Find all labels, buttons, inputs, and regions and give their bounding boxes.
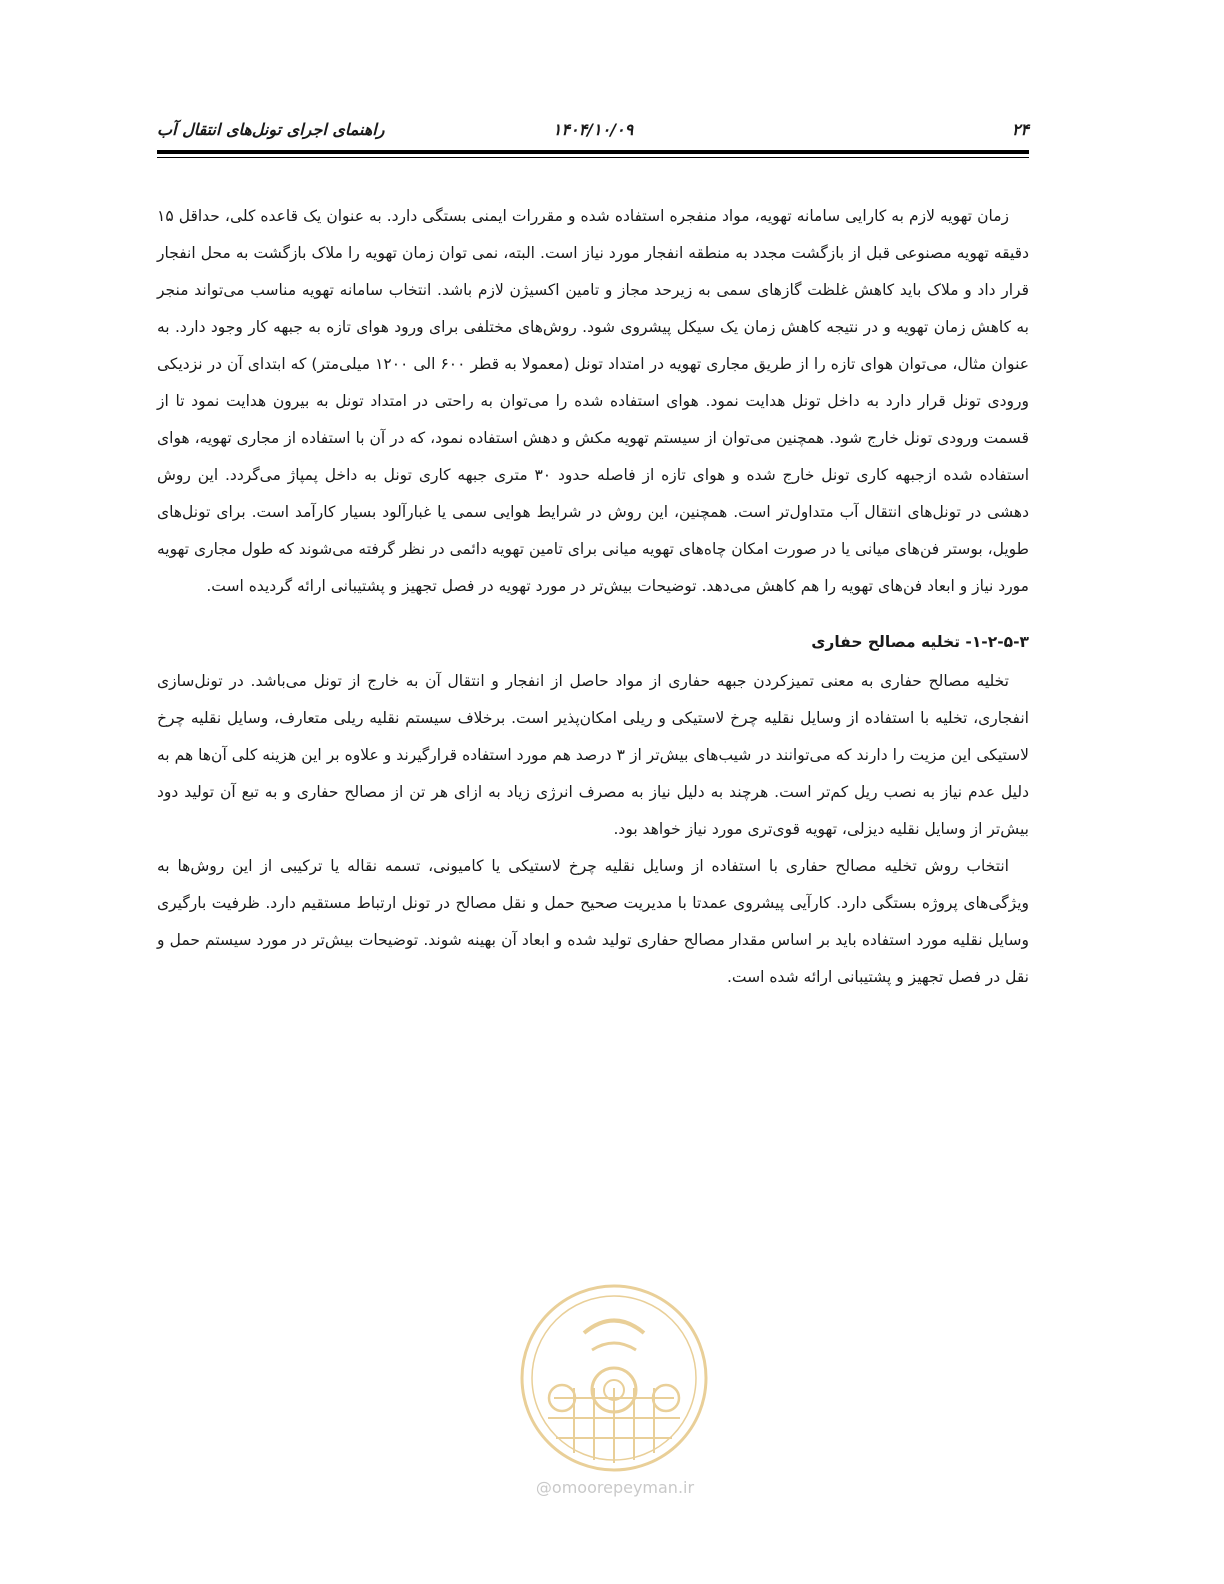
page-body: [157, 198, 1029, 996]
header-rule-thin: [157, 157, 1029, 158]
paragraph-mucking-method: انتخاب روش تخلیه مصالح حفاری با استفاده از وسایل نقلیه چرخ لاستیکی یا کامیونی، تسمه نقاله یا ترکیبی از این روش‌ها به ویژگی‌های پروژه بستگی دارد. کارآیی پیشروی عمدتا با مدیریت صحیح حمل و نقل مصالح در تونل ارتباط مستقیم دارد. ظرفیت بارگیری وسایل نقلیه مورد استفاده باید بر اساس مقدار مصالح حفاری تولید شده و ابعاد آن بهینه شوند. توضیحات بیش‌تر در مورد سیستم حمل و نقل در فصل تجهیز و پشتیبانی ارائه شده است.: [157, 857, 1029, 986]
header-rule-thick: [157, 150, 1029, 154]
document-title: راهنمای اجرای تونل‌های انتقال آب: [157, 120, 385, 139]
page-number: ۲۴: [1011, 120, 1029, 139]
page-header: [157, 112, 1029, 148]
paragraph-ventilation: زمان تهویه لازم به کارایی سامانه تهویه، مواد منفجره استفاده شده و مقررات ایمنی بستگی دارد. به عنوان یک قاعده کلی، حداقل ۱۵ دقیقه تهویه مصنوعی قبل از بازگشت مجدد به منطقه انفجار مورد نیاز است. البته، نمی توان زمان تهویه را ملاک بازگشت به محل انفجار قرار داد و ملاک باید کاهش غلظت گازهای سمی به زیرحد مجاز و تامین اکسیژن لازم باشد. انتخاب سامانه تهویه مناسب می‌تواند منجر به کاهش زمان تهویه و در نتیجه کاهش زمان یک سیکل پیشروی شود. روش‌های مختلفی برای ورود هوای تازه به جبهه کار وجود دارد. به عنوان مثال، می‌توان هوای تازه را از طریق مجاری تهویه در امتداد تونل (معمولا به قطر ۶۰۰ الی ۱۲۰۰ میلی‌متر) که ابتدای آن در نزدیکی ورودی تونل قرار دارد به داخل تونل هدایت نمود. هوای استفاده شده را می‌توان به راحتی در امتداد تونل به بیرون هدایت نمود تا از قسمت ورودی تونل خارج شود. همچنین می‌توان از سیستم تهویه مکش و دهش استفاده نمود، که در آن با استفاده از مجاری تهویه، هوای استفاده شده ازجبهه کاری تونل خارج شده و هوای تازه از فاصله حدود ۳۰ متری جبهه کاری تونل به داخل پمپاژ می‌گردد. این روش دهشی در تونل‌های انتقال آب متداول‌تر است. همچنین، این روش در شرایط هوایی سمی یا غبارآلود بسیار کارآمد است. برای تونل‌های طویل، بوستر فن‌های میانی یا در صورت امکان چاه‌های تهویه میانی برای تامین تهویه دائمی در نظر گرفته می‌شوند که طول مجاری تهویه مورد نیاز و ابعاد فن‌های تهویه را هم کاهش می‌دهد. توضیحات بیش‌تر در مورد تهویه در فصل تجهیز و پشتیبانی ارائه گردیده است.: [157, 207, 1030, 595]
watermark-stamp-logo: [514, 1278, 714, 1478]
watermark-url: @omoorepeyman.ir: [535, 1478, 695, 1497]
paragraph-mucking: تخلیه مصالح حفاری به معنی تمیزکردن جبهه حفاری از مواد حاصل از انفجار و انتقال آن به خارج از تونل می‌باشد. در تونل‌سازی انفجاری، تخلیه با استفاده از وسایل نقلیه چرخ لاستیکی و ریلی امکان‌پذیر است. برخلاف سیستم نقلیه ریلی متعارف، وسایل نقلیه چرخ لاستیکی این مزیت را دارند که می‌توانند در شیب‌های بیش‌تر از ۳ درصد هم مورد استفاده قرارگیرند و علاوه بر این هزینه کلی آن‌ها هم به دلیل عدم نیاز به نصب ریل کم‌تر است. هرچند به دلیل نیاز به مصرف انرژی زیاد به ازای هر تن از مصالح حفاری و به تبع آن تولید دود بیش‌تر از وسایل نقلیه دیزلی، تهویه قوی‌تری مورد نیاز خواهد بود.: [157, 672, 1030, 838]
header-date: ۱۴۰۴/۱۰/۰۹: [552, 120, 634, 139]
section-heading: ۱-۲-۵-۳- تخلیه مصالح حفاری: [811, 633, 1029, 651]
